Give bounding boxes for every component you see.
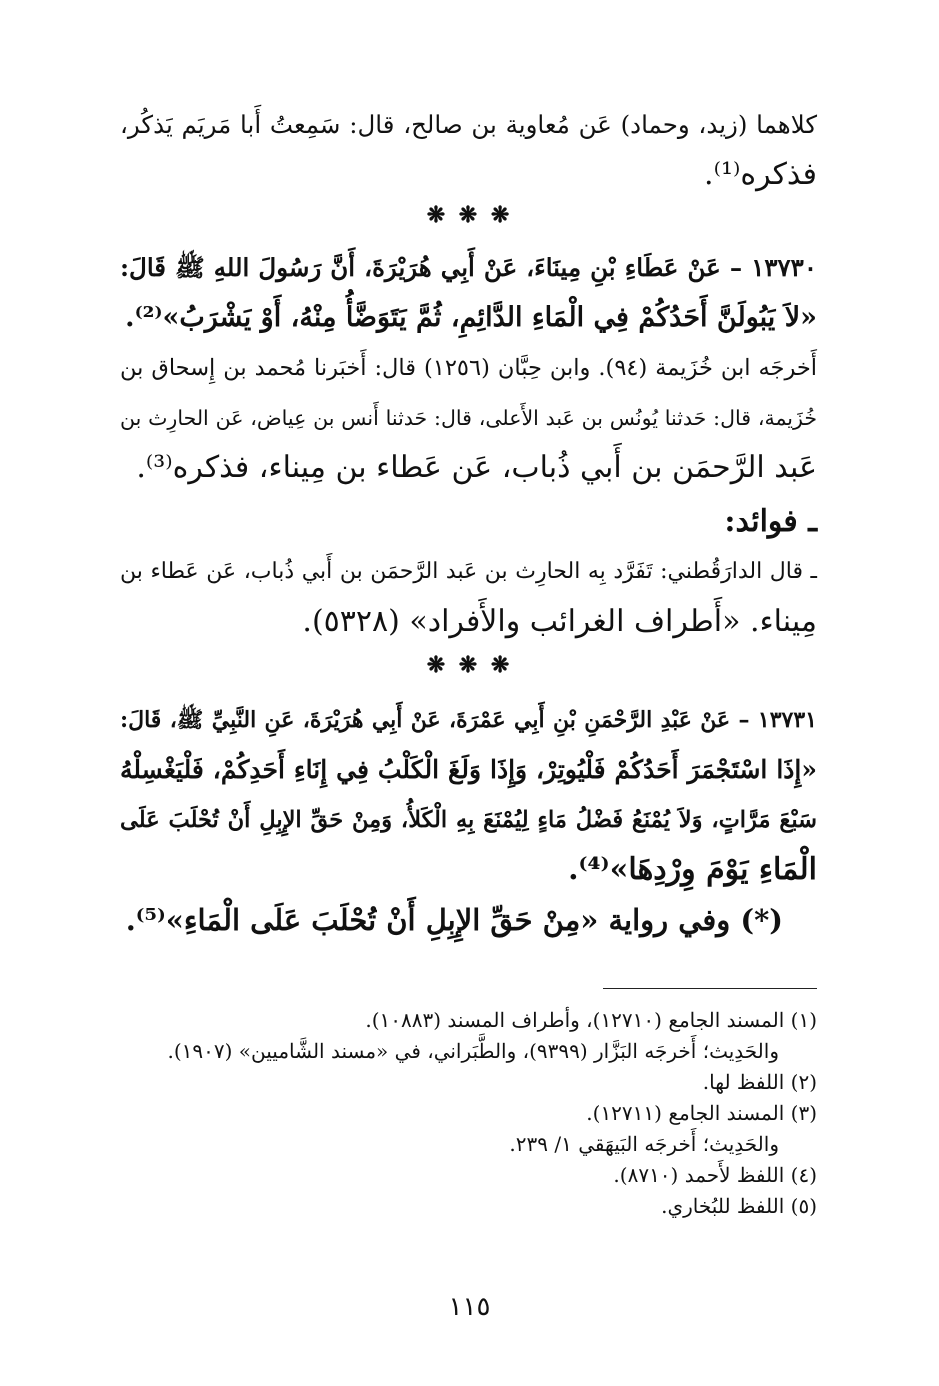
takhrij-line: عَبد الرَّحمَن بن أَبي ذُباب، عَن عَطاء بن مِيناء، فذكره⁽³⁾. bbox=[136, 450, 817, 485]
hadith-line: الْمَاءِ يَوْمَ وِرْدِهَا»⁽⁴⁾. bbox=[568, 852, 817, 887]
fawaid-section bbox=[120, 497, 817, 647]
footnote: (٥) اللفظ للبُخاري. bbox=[661, 1194, 817, 1218]
hadith-13730 bbox=[120, 243, 817, 343]
hadith-line: ١٣٧٣١ – عَنْ عَبْدِ الرَّحْمَنِ بْنِ أَبِي عَمْرَةَ، عَنْ أَبِي هُرَيْرَةَ، عَنِ النَّبِيِّ ﷺ، قَالَ: bbox=[120, 707, 817, 733]
footnote: (٣) المسند الجامع (١٢٧١١). bbox=[586, 1101, 817, 1125]
footnote: والحَدِيث؛ أَخرجَه البَزَّار (٩٣٩٩)، والطَّبَراني، في «مسند الشَّاميين» (١٩٠٧). bbox=[167, 1039, 779, 1063]
hadith-line: «لاَ يَبُولَنَّ أَحَدُكُمْ فِي الْمَاءِ الدَّائِمِ، ثُمَّ يَتَوَضَّأُ مِنْهُ، أَوْ يَشْرَبُ»⁽²⁾. bbox=[125, 302, 817, 333]
fawaid-line: ـ قال الدارَقُطني: تَفَرَّد بِه الحارِث بن عَبد الرَّحمَن بن أَبي ذُباب، عَن عَطاء بن bbox=[120, 559, 817, 584]
takhrij-line: خُزَيمة، قال: حَدثنا يُونُس بن عَبد الأَعلى، قال: حَدثنا أَنس بن عِياض، عَن الحارِث بن bbox=[120, 406, 817, 430]
footnote: (٢) اللفظ لها. bbox=[702, 1070, 817, 1094]
footnotes bbox=[120, 1005, 817, 1222]
footnote: والحَدِيث؛ أَخرجَه البَيهَقي ١/ ٢٣٩. bbox=[509, 1132, 779, 1156]
page-number: ١١٥ bbox=[448, 1292, 491, 1322]
intro-line: كلاهما (زيد، وحماد) عَن مُعاوية بن صالح، قال: سَمِعتُ أَبا مَريَم يَذكُر، bbox=[120, 110, 817, 139]
takhrij-line: أَخرجَه ابن خُزَيمة (٩٤). وابن حِبَّان (١٢٥٦) قال: أَخبَرنا مُحمد بن إِسحاق بن bbox=[120, 355, 818, 381]
intro-line: فذكره⁽¹⁾. bbox=[704, 157, 817, 192]
footnote: (٤) اللفظ لأَحمد (٨٧١٠). bbox=[613, 1163, 817, 1187]
hadith-line: سَبْعَ مَرَّاتٍ، وَلاَ يُمْنَعُ فَضْلُ مَاءٍ لِيُمْنَعَ بِهِ الْكَلأُ، وَمِنْ حَقِّ الإِبِلِ أَنْ تُحْلَبَ عَلَى bbox=[120, 807, 817, 833]
section-separator: ❋ ❋ ❋ bbox=[426, 652, 513, 678]
footnote: (١) المسند الجامع (١٢٧١٠)، وأطراف المسند (١٠٨٨٣). bbox=[365, 1008, 817, 1032]
intro-paragraph bbox=[120, 100, 817, 200]
fawaid-line: مِيناء. «أَطراف الغرائب والأَفراد» (٥٣٢٨). bbox=[302, 604, 817, 639]
hadith-13731 bbox=[120, 695, 817, 945]
takhrij-13730 bbox=[120, 343, 817, 493]
fawaid-heading: ـ فوائد: bbox=[724, 504, 817, 539]
footnote-divider bbox=[603, 988, 817, 989]
riwaya-line: (*) وفي رواية «مِنْ حَقِّ الإِبِلِ أَنْ تُحْلَبَ عَلَى الْمَاءِ»⁽⁵⁾. bbox=[125, 903, 783, 937]
hadith-line: «إِذَا اسْتَجْمَرَ أَحَدُكُمْ فَلْيُوتِرْ، وَإِذَا وَلَغَ الْكَلْبُ فِي إِنَاءِ أَحَدِكُمْ، فَلْيَغْسِلْهُ bbox=[120, 755, 817, 784]
hadith-line: ١٣٧٣٠ – عَنْ عَطَاءِ بْنِ مِينَاءَ، عَنْ أَبِي هُرَيْرَةَ، أَنَّ رَسُولَ اللهِ ﷺ قَالَ: bbox=[120, 253, 817, 282]
section-separator: ❋ ❋ ❋ bbox=[426, 202, 513, 228]
